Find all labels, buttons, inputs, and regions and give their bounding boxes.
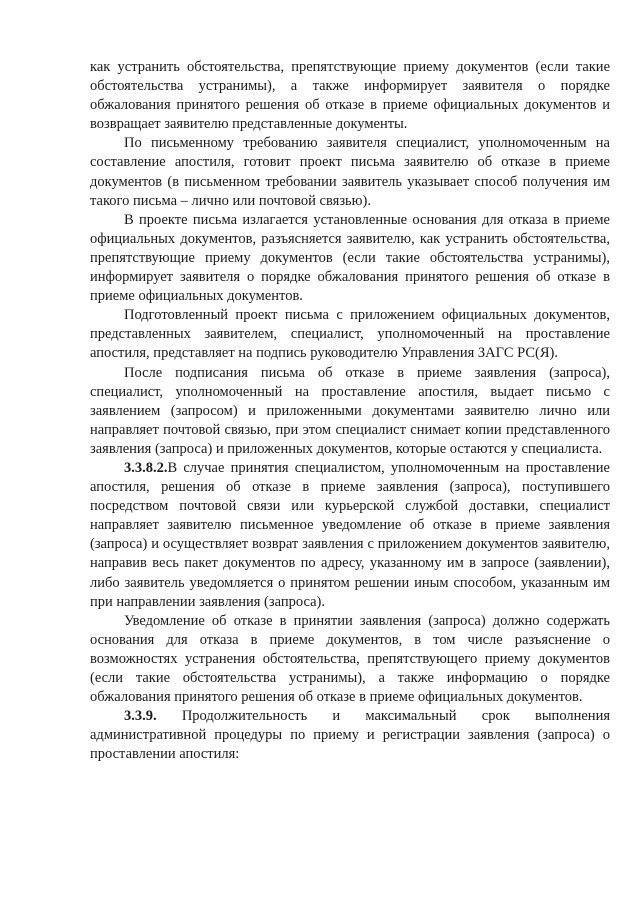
paragraph-text: как устранить обстоятельства, препятствующие приему документов (если такие обстоятельства устранимы), а также информирует заявителя о порядке обжалования принятого решения об отказе в приеме официальных документов и возвращает заявителю представленные документы.	[90, 59, 610, 133]
paragraph-text: Уведомление об отказе в принятии заявления (запроса) должно содержать основания для отказа в приеме документов, в том числе разъяснение о возможностях устранения обстоятельства, препятствующего приему документов (если такие обстоятельства устранимы), а также информацию о порядке обжалования принятого решения об отказе в приеме официальных документов.	[90, 612, 610, 706]
paragraph-text: В проекте письма излагается установленные основания для отказа в приеме официальных документов, разъясняется заявителю, как устранить обстоятельства, препятствующие приему документов (если такие обстоятельства устранимы), информирует заявителя о порядке обжалования принятого решения об отказе в приеме официальных документов.	[90, 211, 610, 305]
paragraph-text: Подготовленный проект письма с приложением официальных документов, представленных заявителем, специалист, уполномоченный на проставление апостиля, представляет на подпись руководителю Управления ЗАГС РС(Я).	[90, 307, 610, 362]
paragraph-3	[90, 211, 610, 306]
paragraph-5	[90, 364, 610, 459]
paragraph-text: В случае принятия специалистом, уполномоченным на проставление апостиля, решения об отказе в приеме заявления (запроса), поступившего посредством почтовой связи или курьерской службой доставки, специалист направляет заявителю письменное уведомление об отказе в приеме заявления (запроса) и осуществляет возврат заявления с приложением документов заявителю, направив весь пакет документов по адресу, указанному им в запросе (заявлении), либо заявитель уведомляется о принятом решении иным способом, указанным им при направлении заявления (запроса).	[90, 459, 610, 610]
paragraph-8	[90, 707, 610, 764]
paragraph-4	[90, 306, 610, 363]
paragraph-text: По письменному требованию заявителя специалист, уполномоченным на составление апостиля, готовит проект письма заявителю об отказе в приеме документов (в письменном требовании заявитель указывает способ получения им такого письма – лично или почтовой связью).	[90, 135, 610, 209]
section-number: 3.3.9.	[124, 708, 157, 725]
paragraph-7	[90, 612, 610, 707]
paragraph-6	[90, 459, 610, 612]
document-page	[90, 58, 610, 764]
paragraph-2	[90, 134, 610, 210]
paragraph-1	[90, 58, 610, 134]
paragraph-text: После подписания письма об отказе в приеме заявления (запроса), специалист, уполномоченный на проставление апостиля, выдает письмо с заявлением (запросом) и приложенными документами заявителю лично или направляет почтовой связью, при этом специалист снимает копии представленного заявления (запроса) и приложенных документов, которые остаются у специалиста.	[90, 364, 610, 457]
section-number: 3.3.8.2.	[124, 459, 168, 476]
paragraph-text: Продолжительность и максимальный срок выполнения административной процедуры по приему и регистрации заявления (запроса) о проставлении апостиля:	[90, 708, 610, 763]
